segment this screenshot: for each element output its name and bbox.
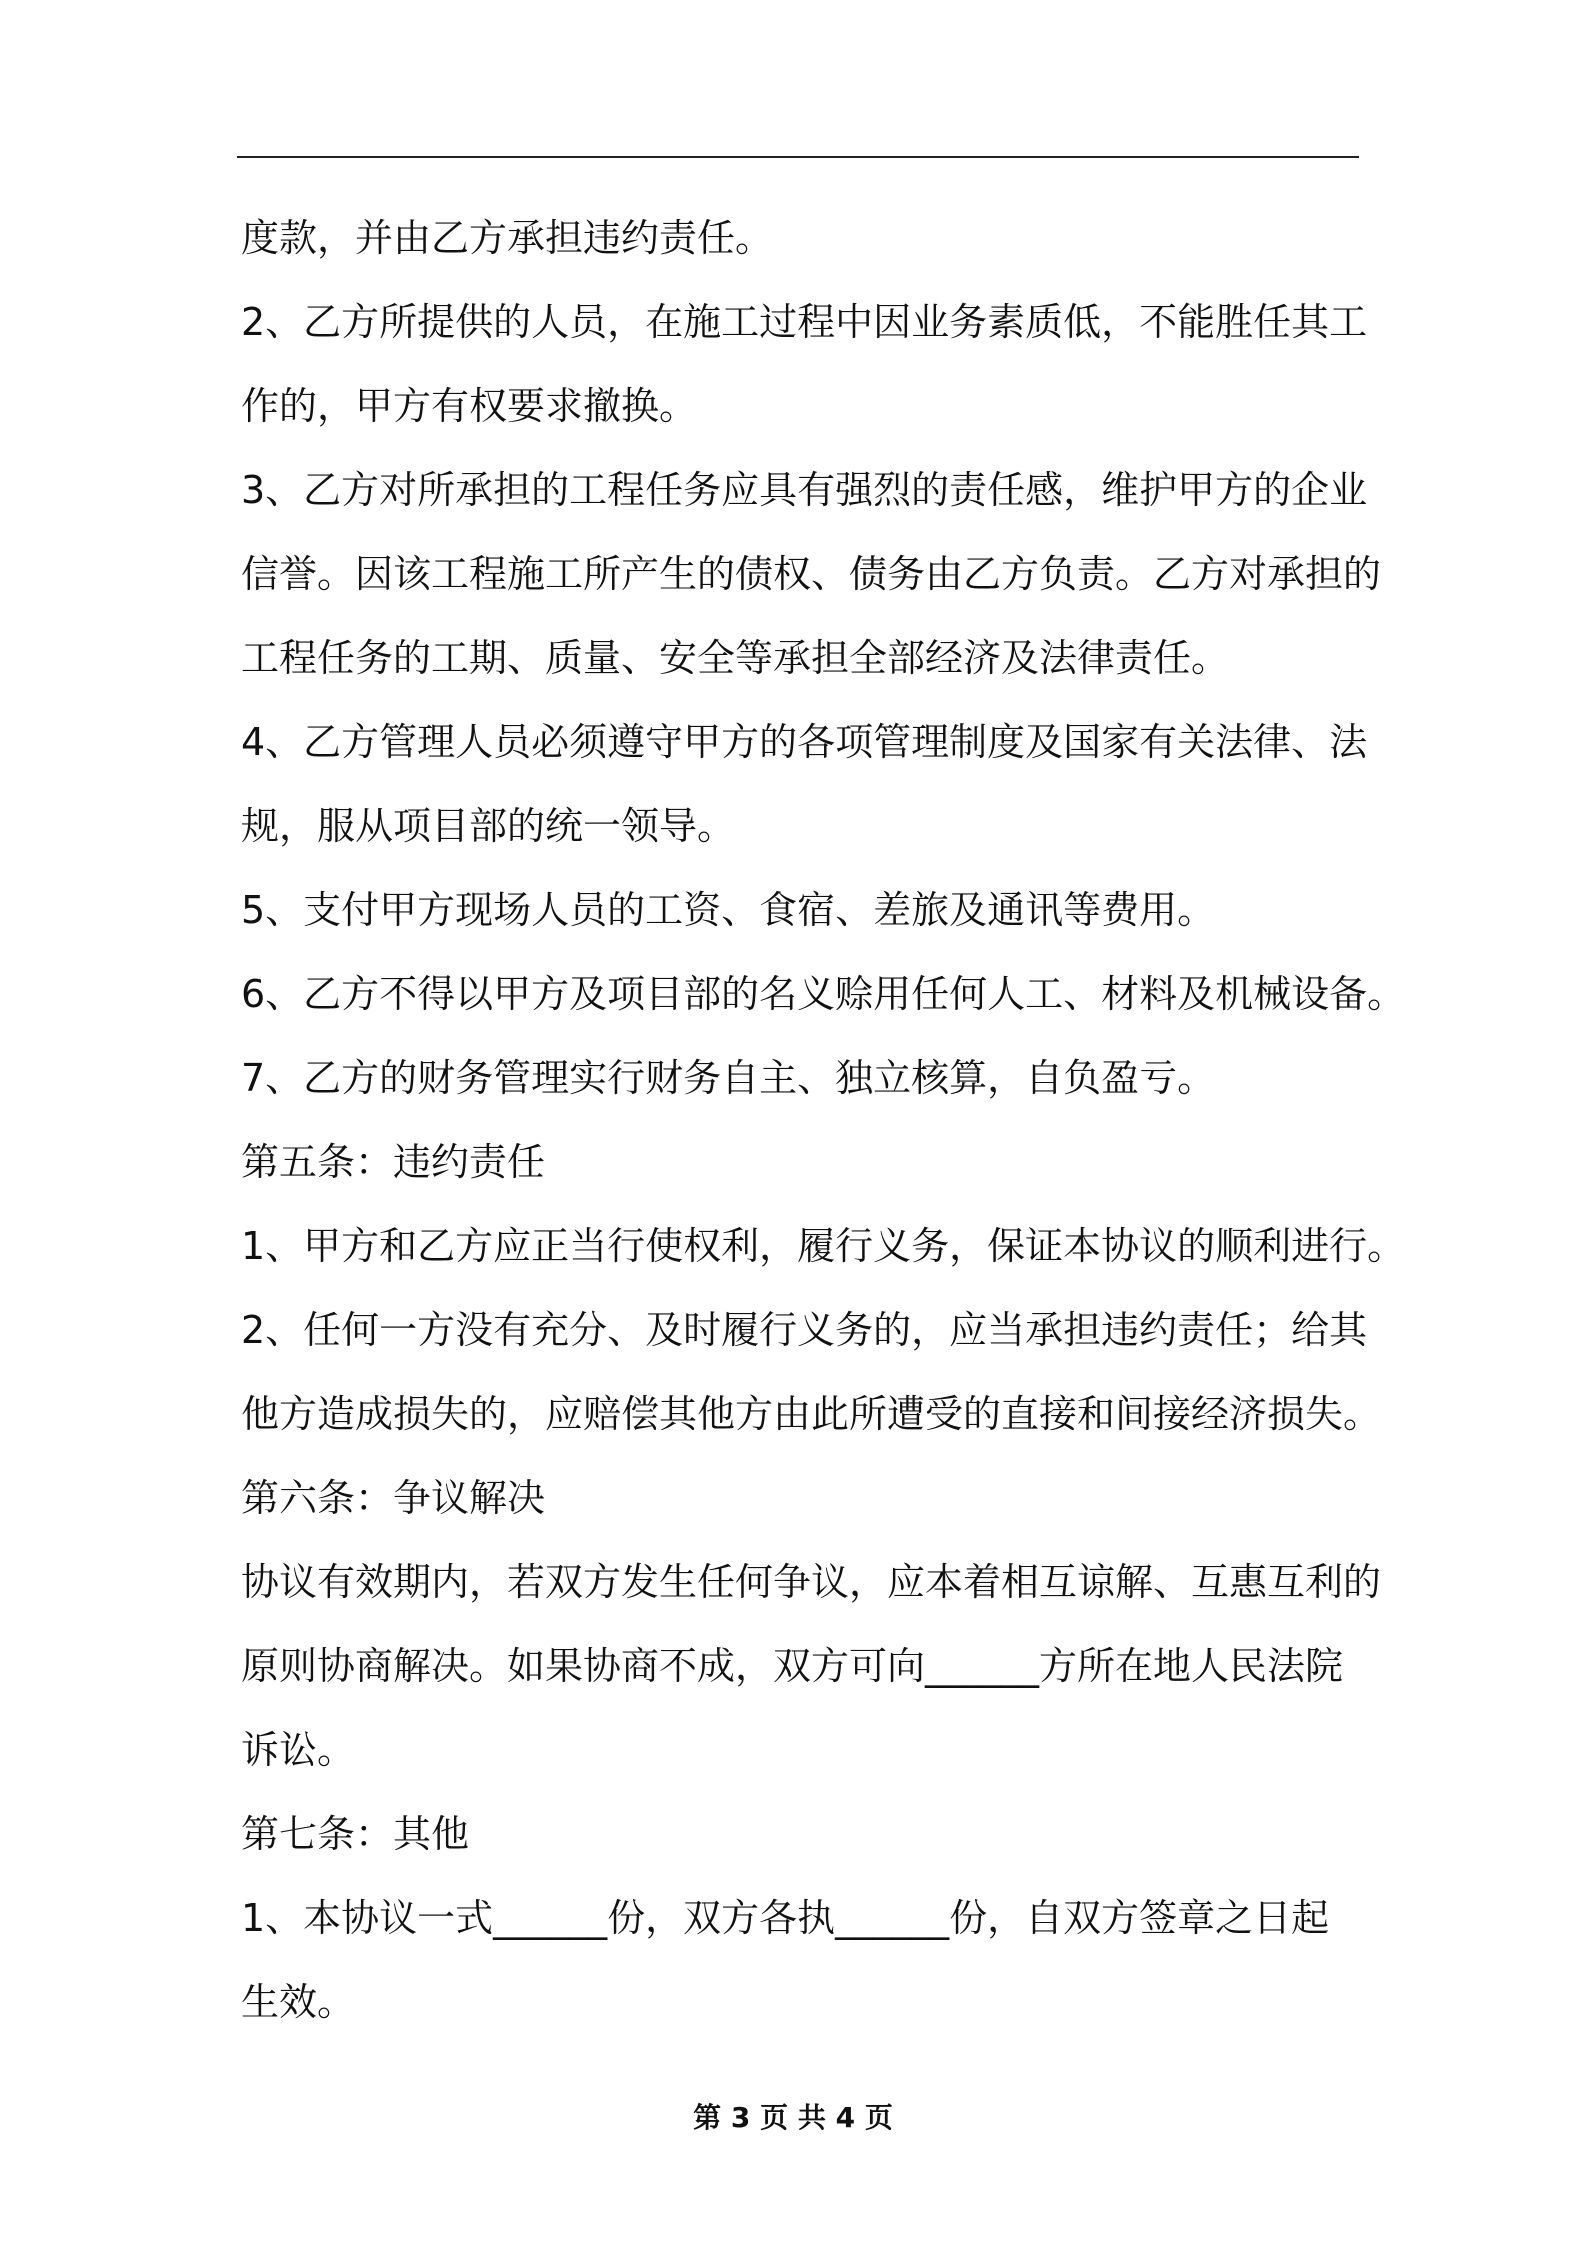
text-line: 度款，并由乙方承担违约责任。 [241,216,774,260]
section-heading: 第五条：违约责任 [241,1140,546,1184]
header-rule [237,156,1359,158]
text-line: 4、乙方管理人员必须遵守甲方的各项管理制度及国家有关法律、法 [241,720,1368,764]
text-line: 规，服从项目部的统一领导。 [241,804,736,848]
text-line: 工程任务的工期、质量、安全等承担全部经济及法律责任。 [241,636,1230,680]
text-line: 信誉。因该工程施工所产生的债权、债务由乙方负责。乙方对承担的 [241,552,1382,596]
document-body [241,196,1406,2044]
text-line: 5、支付甲方现场人员的工资、食宿、差旅及通讯等费用。 [241,888,1216,932]
text-line: 诉讼。 [241,1728,356,1772]
text-line: 他方造成损失的，应赔偿其他方由此所遭受的直接和间接经济损失。 [241,1392,1382,1436]
text-line: 生效。 [241,1980,356,2024]
text-line: 7、乙方的财务管理实行财务自主、独立核算，自负盈亏。 [241,1056,1216,1100]
text-line: 2、乙方所提供的人员，在施工过程中因业务素质低，不能胜任其工 [241,300,1368,344]
text-line: 作的，甲方有权要求撤换。 [241,384,698,428]
text-line: 6、乙方不得以甲方及项目部的名义赊用任何人工、材料及机械设备。 [241,972,1406,1016]
section-heading: 第七条：其他 [241,1812,470,1856]
text-line: 1、本协议一式______份，双方各执______份，自双方签章之日起 [241,1896,1330,1940]
text-line: 协议有效期内，若双方发生任何争议，应本着相互谅解、互惠互利的 [241,1560,1382,1604]
page-number-footer: 第 3 页 共 4 页 [693,2101,893,2134]
text-line: 2、任何一方没有充分、及时履行义务的，应当承担违约责任；给其 [241,1308,1368,1352]
section-heading: 第六条：争议解决 [241,1476,546,1520]
text-line: 3、乙方对所承担的工程任务应具有强烈的责任感，维护甲方的企业 [241,468,1368,512]
text-line: 原则协商解决。如果协商不成，双方可向______方所在地人民法院 [241,1644,1344,1688]
text-line: 1、甲方和乙方应正当行使权利，履行义务，保证本协议的顺利进行。 [241,1224,1406,1268]
